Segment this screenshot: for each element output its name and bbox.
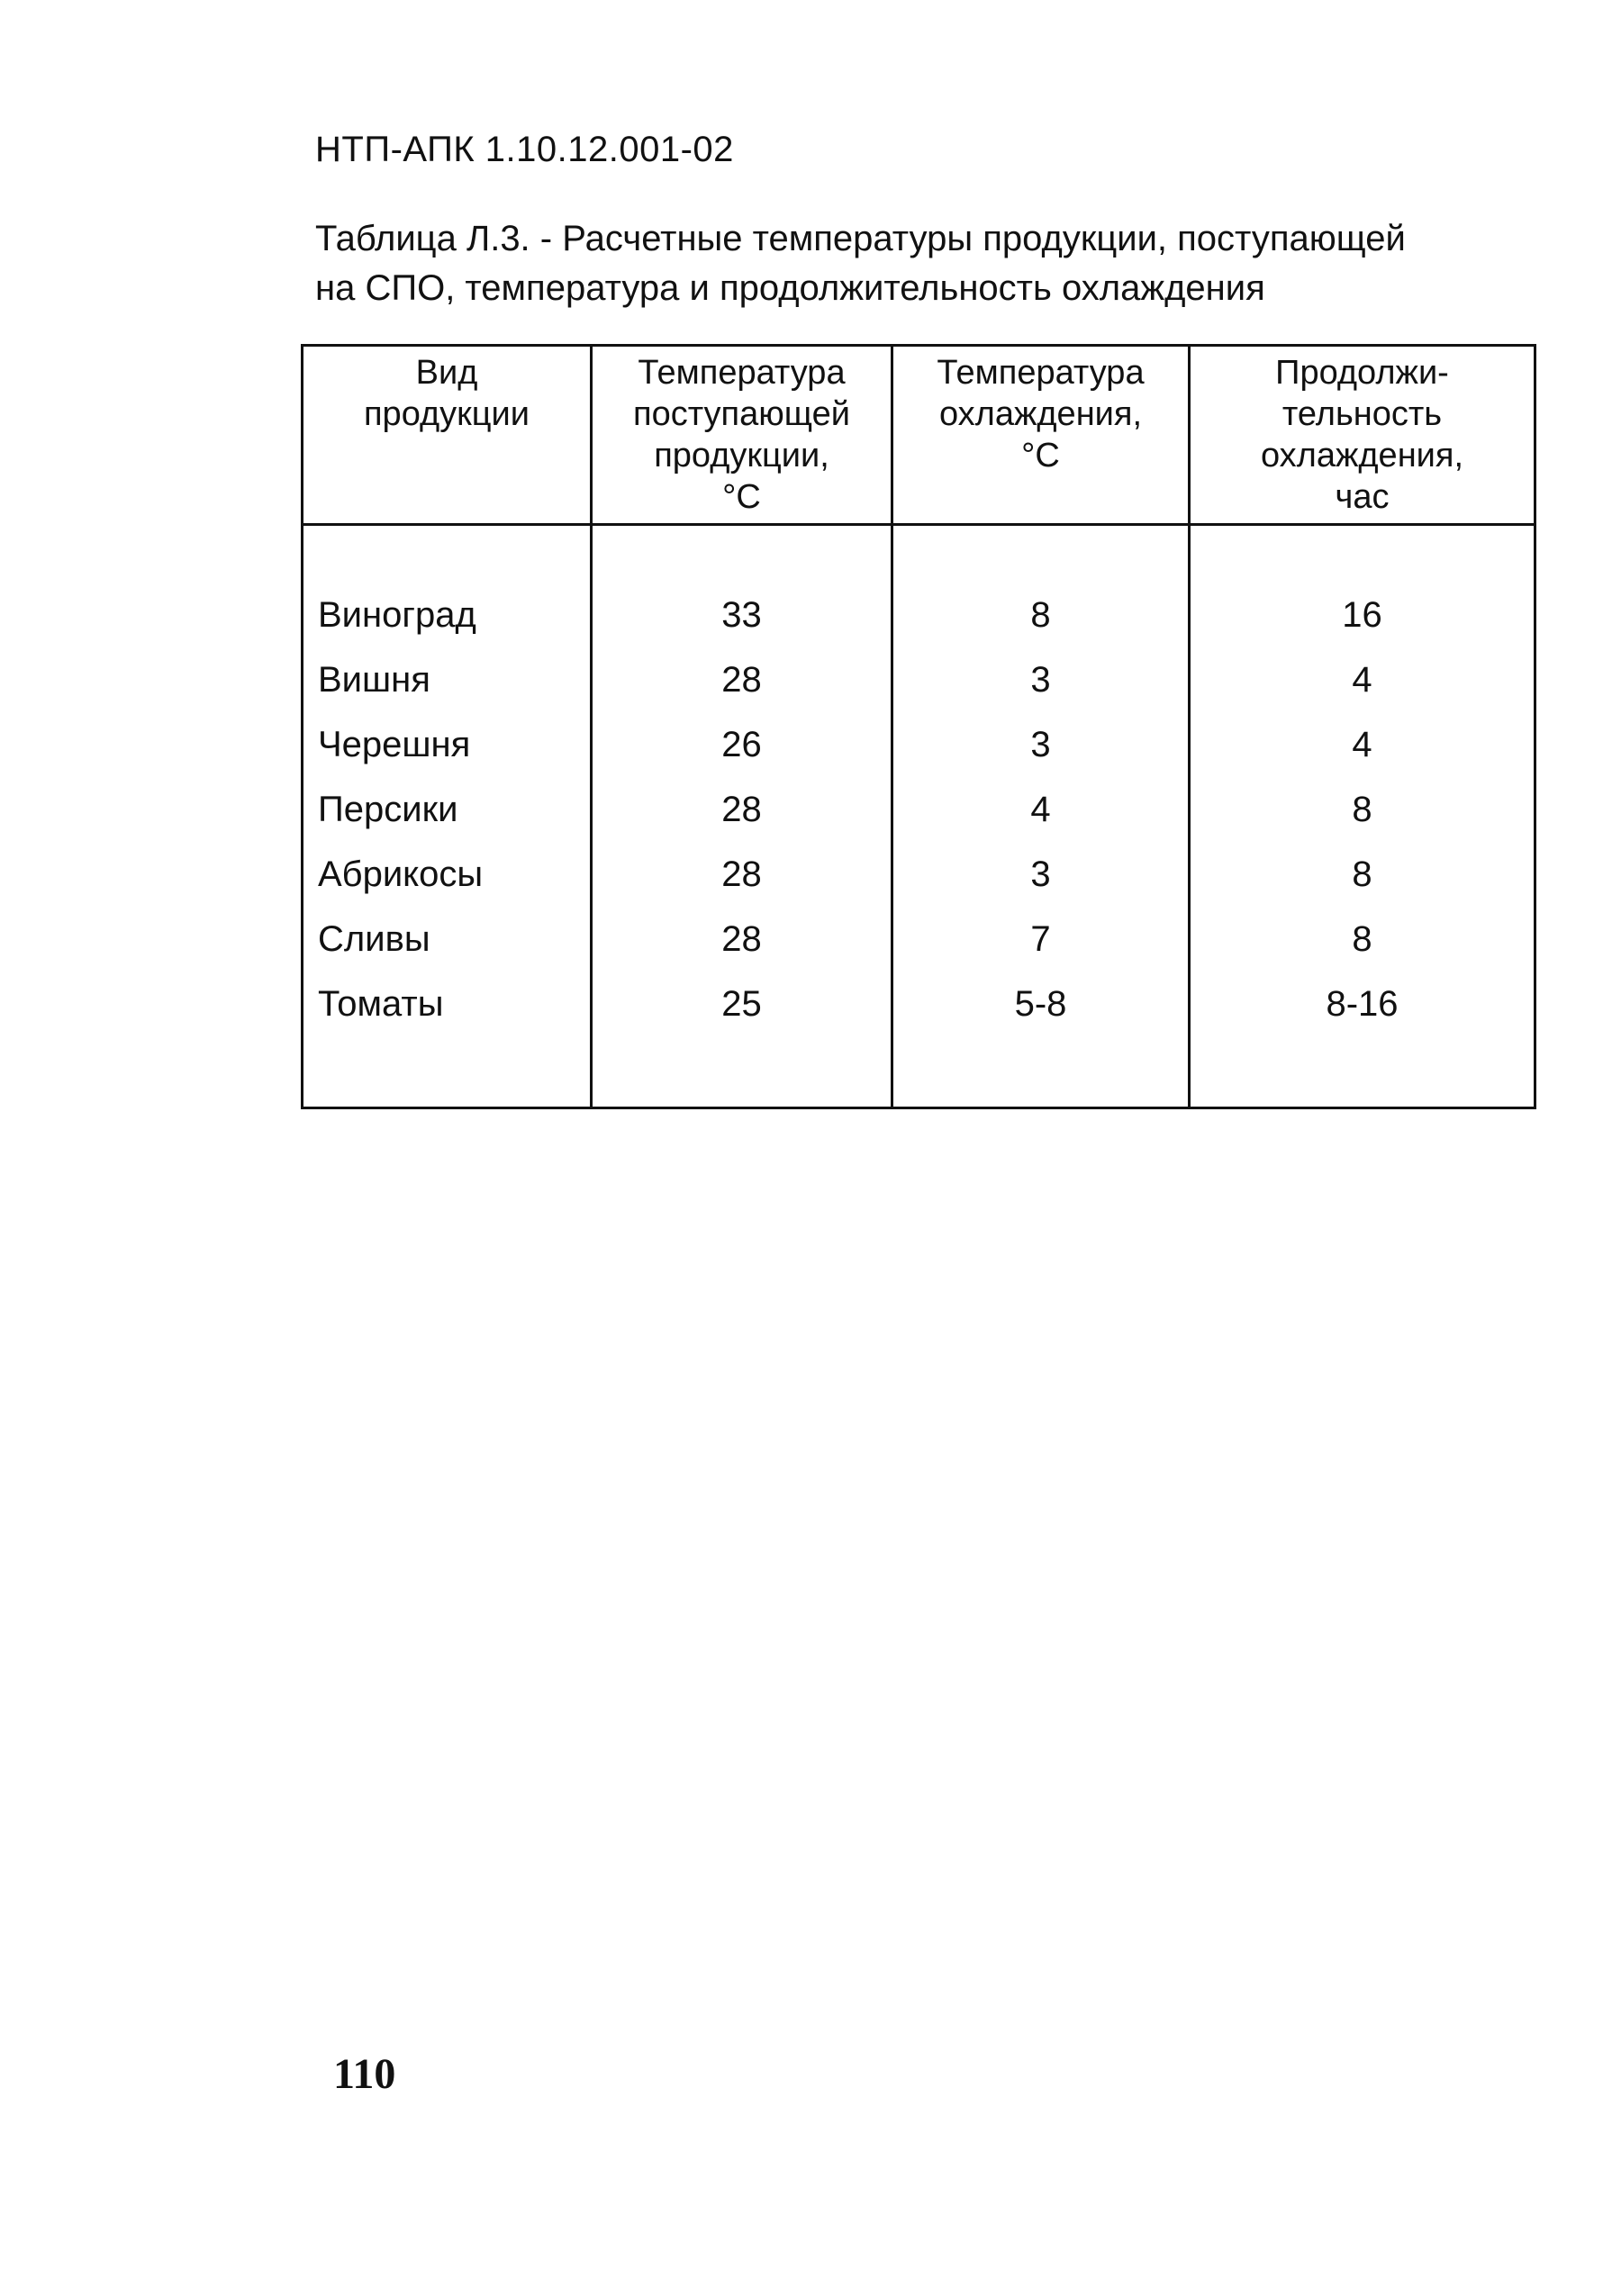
column-header xyxy=(1191,352,1534,518)
table-cell: 33 xyxy=(721,595,762,635)
table-cell: 16 xyxy=(1342,595,1382,635)
table-cell: 28 xyxy=(721,790,762,829)
table-cell: Черешня xyxy=(318,725,471,764)
table-cell: 7 xyxy=(1030,919,1051,959)
header-line: охлаждения, xyxy=(938,395,1143,433)
table-cell: 3 xyxy=(1030,725,1051,764)
column-header xyxy=(303,352,590,435)
header-line: продукции xyxy=(363,395,530,433)
cooling-table xyxy=(301,344,1536,1109)
header-line: тельность xyxy=(1281,395,1443,433)
table-cell: 4 xyxy=(1352,725,1372,764)
table-caption-line: Таблица Л.3. - Расчетные температуры продукции, поступающей xyxy=(315,219,1406,258)
table-cell: Сливы xyxy=(318,919,430,959)
table-cell: 28 xyxy=(721,919,762,959)
header-line: Температура xyxy=(937,354,1145,392)
header-line: Температура xyxy=(638,354,846,392)
column-cooling-temperature xyxy=(891,347,1188,1107)
column-header xyxy=(893,352,1188,476)
table-cell: Абрикосы xyxy=(318,854,484,894)
header-line: °С xyxy=(722,478,761,516)
table-cell: 3 xyxy=(1030,660,1051,700)
table-cell: 4 xyxy=(1352,660,1372,700)
table-cell: Томаты xyxy=(318,984,444,1024)
document-code: НТП-АПК 1.10.12.001-02 xyxy=(315,130,734,169)
header-line: Продолжи- xyxy=(1275,354,1449,392)
table-cell: 8-16 xyxy=(1326,984,1399,1024)
page-number: 110 xyxy=(333,2050,396,2098)
table-cell: 28 xyxy=(721,854,762,894)
table-cell: 25 xyxy=(721,984,762,1024)
table-caption-line: на СПО, температура и продолжительность охлаждения xyxy=(315,268,1265,308)
table-cell: 4 xyxy=(1030,790,1051,829)
table-cell: Виноград xyxy=(318,595,476,635)
column-product-type xyxy=(303,347,590,1107)
table-cell: Персики xyxy=(318,790,458,829)
header-line: продукции, xyxy=(654,437,829,475)
table-cell: 8 xyxy=(1030,595,1051,635)
column-incoming-temperature xyxy=(590,347,891,1107)
table-caption xyxy=(315,214,1513,313)
header-line: охлаждения, xyxy=(1260,437,1464,475)
table-cell: 8 xyxy=(1352,854,1372,894)
table-cell: 8 xyxy=(1352,790,1372,829)
table-cell: 28 xyxy=(721,660,762,700)
table-cell: Вишня xyxy=(318,660,430,700)
table-cell: 26 xyxy=(721,725,762,764)
table-cell: 5-8 xyxy=(1014,984,1067,1024)
header-line: Вид xyxy=(415,354,478,392)
header-line: °С xyxy=(1021,437,1060,475)
column-cooling-duration xyxy=(1188,347,1534,1107)
table-cell: 8 xyxy=(1352,919,1372,959)
column-header xyxy=(593,352,891,518)
header-line: поступающей xyxy=(633,395,850,433)
table-cell: 3 xyxy=(1030,854,1051,894)
header-line: час xyxy=(1335,478,1390,516)
